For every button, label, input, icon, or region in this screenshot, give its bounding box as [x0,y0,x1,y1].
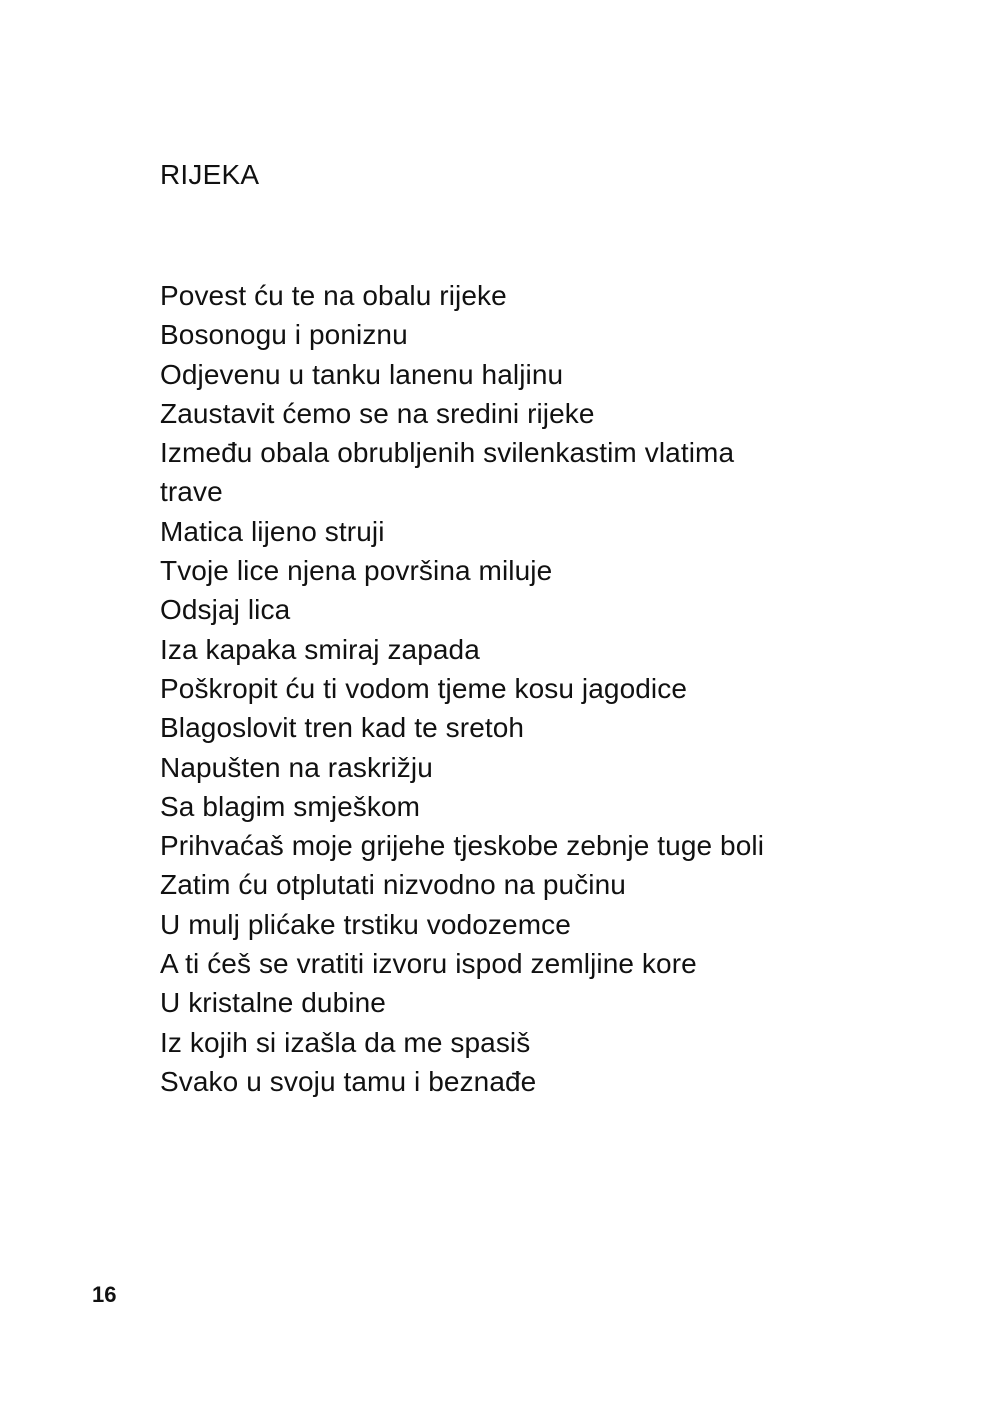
page-number: 16 [92,1282,117,1307]
poem-line: U kristalne dubine [160,987,386,1019]
poem-body [160,276,880,1101]
poem-line: Iz kojih si izašla da me spasiš [160,1026,531,1058]
poem-line: Sa blagim smješkom [160,790,421,822]
poem-line: Poškropit ću ti vodom tjeme kosu jagodice [160,672,688,704]
poem-line: Povest ću te na obalu rijeke [160,280,507,311]
poem-line: A ti ćeš se vratiti izvoru ispod zemljine kore [160,948,697,980]
poem-line: Odsjaj lica [160,594,291,626]
poem-line: Odjevenu u tanku lanenu haljinu [160,358,564,390]
poem-line: Matica lijeno struji [160,515,385,547]
poem-line: U mulj plićake trstiku vodozemce [160,908,571,940]
poem-line: Napušten na raskrižju [160,751,433,783]
poem-line: Blagoslovit tren kad te sretoh [160,712,525,744]
poem-line: Zatim ću otplutati nizvodno na pučinu [160,869,626,901]
poem-line: Prihvaćaš moje grijehe tjeskobe zebnje tuge boli [160,830,765,862]
poem-line: Bosonogu i poniznu [160,319,408,351]
poem-line: trave [160,476,223,508]
poem-title: RIJEKA [160,159,260,190]
poem-line: Iza kapaka smiraj zapada [160,633,480,665]
poem-line: Tvoje lice njena površina miluje [160,555,553,587]
poem-line: Zaustavit ćemo se na sredini rijeke [160,397,595,429]
poem-line: Između obala obrubljenih svilenkastim vlatima [160,437,735,469]
poem-line: Svako u svoju tamu i beznađe [160,1065,537,1097]
